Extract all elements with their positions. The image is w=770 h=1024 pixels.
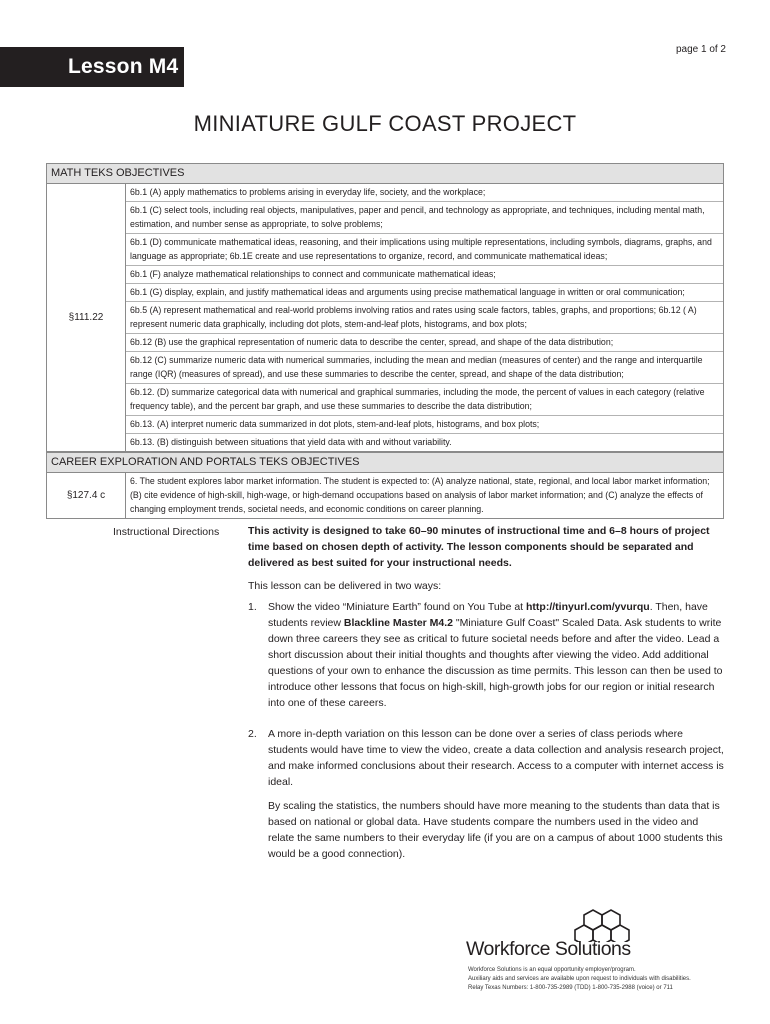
objective-row: 6b.1 (C) select tools, including real objects, manipulatives, paper and pencil, and technology as appropriate, and techniques, including mental math, estimation, and number sense as appropriate, to solve problems; <box>126 202 723 234</box>
item-body <box>268 726 724 862</box>
math-teks-heading: MATH TEKS OBJECTIVES <box>47 164 723 184</box>
item-text: By scaling the statistics, the numbers should have more meaning to the students than data that is based on national or global data. Have students compare the numbers used in the video and relate the same numbers to their everyday life (if you are on a campus of about 1000 students this would be a good connection). <box>268 800 723 860</box>
objective-row: 6b.1 (F) analyze mathematical relationships to connect and communicate mathematical ideas; <box>126 266 723 284</box>
objective-row: 6b.1 (A) apply mathematics to problems arising in everyday life, society, and the workplace; <box>126 184 723 202</box>
item-text: . Then, have students review <box>268 601 708 629</box>
career-teks-heading: CAREER EXPLORATION AND PORTALS TEKS OBJECTIVES <box>47 453 723 473</box>
page-title: MINIATURE GULF COAST PROJECT <box>193 111 577 136</box>
math-teks-code: §111.22 <box>47 184 126 451</box>
footer-line: Workforce Solutions is an equal opportunity employer/program. <box>468 967 636 973</box>
item-text: A more in-depth variation on this lesson can be done over a series of class periods where students would have time to view the video, create a data collection and analysis research project, and make informed conclusions about their research. Access to a computer with internet access is ideal. <box>268 728 724 788</box>
objective-row: 6b.1 (G) display, explain, and justify mathematical ideas and arguments using precise mathematical language in written or oral communication; <box>126 284 723 302</box>
objective-row: 6b.1 (D) communicate mathematical ideas, reasoning, and their implications using multiple representations, including symbols, diagrams, graphs, and language as appropriate; 6b.1E create and use representations to organize, record, and communicate mathematical ideas; <box>126 234 723 266</box>
math-teks-table <box>46 163 724 452</box>
math-teks-body <box>47 184 723 451</box>
career-teks-list <box>126 473 723 518</box>
objective-row: 6b.12. (D) summarize categorical data with numerical and graphical summaries, including the mode, the percent of values in each category (relative frequency table), and the percent bar graph, and use these summaries to describe the data distribution; <box>126 384 723 416</box>
logo-text: Workforce Solutions <box>466 938 631 960</box>
item-body <box>268 599 724 711</box>
footer <box>468 966 691 993</box>
list-item <box>248 726 724 862</box>
page-number: page 1 of 2 <box>675 44 726 55</box>
math-teks-list <box>126 184 723 451</box>
item-number: 1. <box>248 601 257 613</box>
item-number: 2. <box>248 728 257 740</box>
lesson-label: Lesson M4 <box>68 55 179 78</box>
instructional-directions <box>248 523 724 862</box>
objective-row: 6b.13. (B) distinguish between situations that yield data with and without variability. <box>130 437 452 447</box>
objective-row: 6. The student explores labor market information. The student is expected to: (A) analyze national, state, regional, and local labor market information; (B) cite evidence of high-skill, high-wage, or high-demand occupations based on analysis of labor market information; and (C) analyze the effects of changing employment trends, societal needs, and economic conditions on career planning. <box>130 476 710 514</box>
objective-row: 6b.13. (A) interpret numeric data summarized in dot plots, stem-and-leaf plots, histograms, and box plots; <box>126 416 723 434</box>
instructions-lead: This activity is designed to take 60–90 minutes of instructional time and 6–8 hours of project time based on chosen depth of activity. The lesson components should be separated and delivered as best suited for your instructional needs. <box>248 525 710 569</box>
lesson-tab <box>0 47 184 87</box>
footer-line: Relay Texas Numbers: 1-800-735-2989 (TDD) 1-800-735-2988 (voice) or 711 <box>468 985 673 991</box>
instructional-directions-label: Instructional Directions <box>113 526 220 538</box>
list-item <box>248 599 724 711</box>
career-teks-table <box>46 452 724 519</box>
career-teks-body <box>47 473 723 518</box>
instructions-intro: This lesson can be delivered in two ways: <box>248 580 442 592</box>
video-link[interactable]: http://tinyurl.com/yvurqu <box>526 601 650 613</box>
hexagon-logo-icon <box>466 906 666 942</box>
footer-line: Auxiliary aids and services are available upon request to individuals with disabilities. <box>468 976 691 982</box>
workforce-solutions-logo <box>466 906 666 961</box>
blackline-master-ref: Blackline Master M4.2 <box>343 617 454 629</box>
career-teks-code: §127.4 c <box>47 473 126 518</box>
objective-row: 6b.12 (B) use the graphical representation of numeric data to describe the center, spread, and shape of the data distribution; <box>126 334 723 352</box>
objective-row: 6b.5 (A) represent mathematical and real-world problems involving ratios and rates using scale factors, tables, graphs, and proportions; 6b.12 ( A) represent numeric data graphically, including dot plots, stem-and-leaf plots, histograms, and box plots; <box>126 302 723 334</box>
item-text: "Miniature Gulf Coast" Scaled Data. Ask students to write down three careers they see as critical to future societal needs before and after the video. Lead a short discussion about their initial thoughts and thoughts after viewing the video. Add additional questions of your own to enhance the discussion as time permits. This lesson can then be used to introduce other lessons that focus on high-skill, high-growth jobs for our region or initial research into one of these careers. <box>268 617 723 709</box>
item-text: Show the video “Miniature Earth” found on You Tube at <box>268 601 527 613</box>
objective-row: 6b.12 (C) summarize numeric data with numerical summaries, including the mean and median (measures of center) and the range and interquartile range (IQR) (measures of spread), and use these summaries to describe the center, spread, and shape of the data distribution; <box>126 352 723 384</box>
